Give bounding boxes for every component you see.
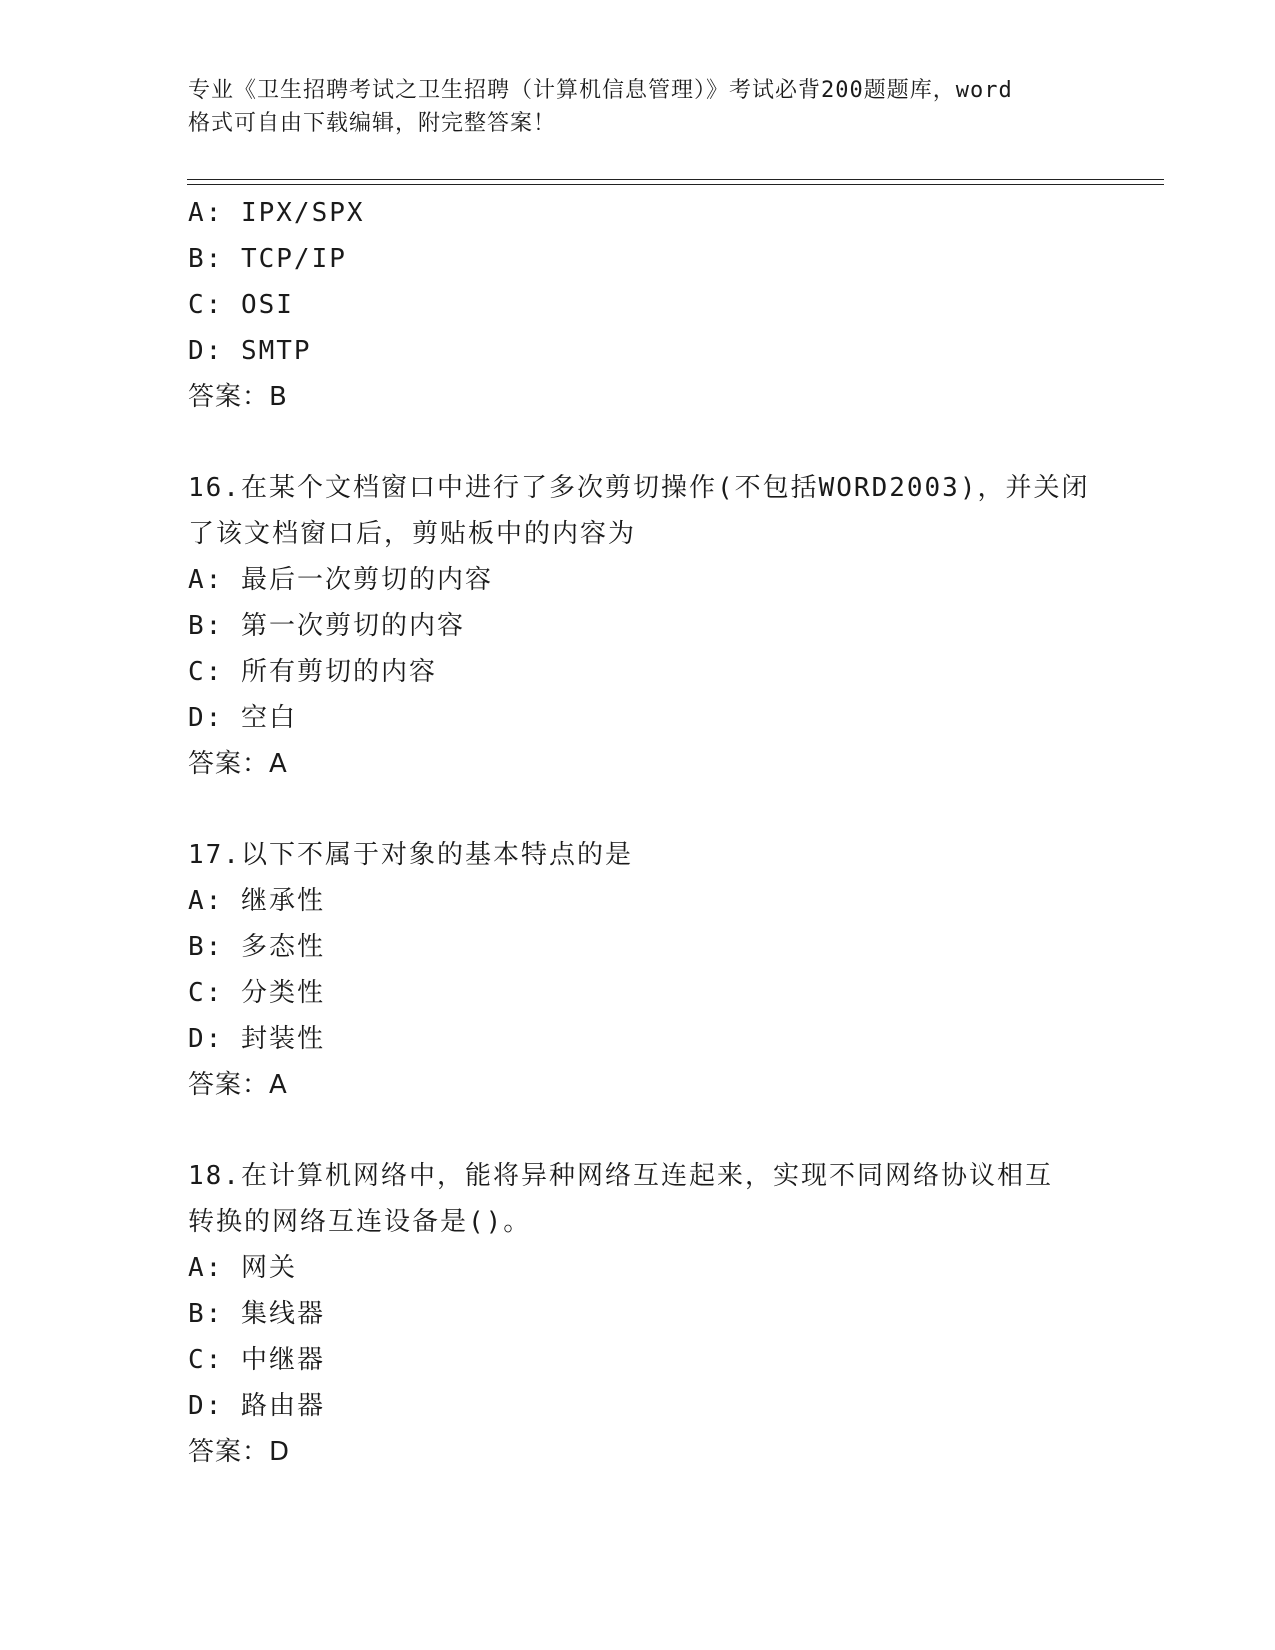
answer-line: 答案：A	[188, 1070, 288, 1100]
answer-line: 答案：B	[188, 382, 288, 412]
answer-line: 答案：D	[188, 1437, 291, 1467]
question-text-line-2: 了该文档窗口后，剪贴板中的内容为	[188, 519, 637, 549]
option-a: A: IPX/SPX	[188, 198, 365, 228]
question-18-block	[188, 1153, 1088, 1475]
question-text-line-1: 17.以下不属于对象的基本特点的是	[188, 840, 633, 870]
document-header	[188, 74, 1088, 140]
option-c: C: 分类性	[188, 978, 325, 1008]
question-text-line-1: 18.在计算机网络中，能将异种网络互连起来，实现不同网络协议相互	[188, 1161, 1053, 1191]
option-c: C: 所有剪切的内容	[188, 657, 437, 687]
question-text-line-1: 16.在某个文档窗口中进行了多次剪切操作(不包括WORD2003)，并关闭	[188, 473, 1090, 503]
header-line-2: 格式可自由下载编辑，附完整答案！	[188, 111, 557, 136]
option-a: A: 最后一次剪切的内容	[188, 565, 493, 595]
question-16-block	[188, 465, 1088, 787]
block-spacer	[188, 1108, 1088, 1153]
option-c: C: 中继器	[188, 1345, 325, 1375]
option-d: D: 空白	[188, 703, 297, 733]
prev-question-block	[188, 190, 1088, 420]
block-spacer	[188, 787, 1088, 832]
option-a: A: 网关	[188, 1253, 297, 1283]
option-d: D: 封装性	[188, 1024, 325, 1054]
option-a: A: 继承性	[188, 886, 325, 916]
question-17-block	[188, 832, 1088, 1108]
option-c: C: OSI	[188, 290, 294, 320]
option-b: B: TCP/IP	[188, 244, 347, 274]
question-text-line-2: 转换的网络互连设备是()。	[188, 1207, 532, 1237]
option-d: D: 路由器	[188, 1391, 325, 1421]
header-divider-top	[187, 179, 1164, 180]
option-b: B: 集线器	[188, 1299, 325, 1329]
option-b: B: 多态性	[188, 932, 325, 962]
option-d: D: SMTP	[188, 336, 312, 366]
header-divider-bottom	[187, 184, 1164, 185]
option-b: B: 第一次剪切的内容	[188, 611, 465, 641]
block-spacer	[188, 420, 1088, 465]
header-line-1: 专业《卫生招聘考试之卫生招聘（计算机信息管理）》考试必背200题题库，word	[188, 78, 1013, 103]
question-content	[188, 190, 1088, 1475]
answer-line: 答案：A	[188, 749, 288, 779]
